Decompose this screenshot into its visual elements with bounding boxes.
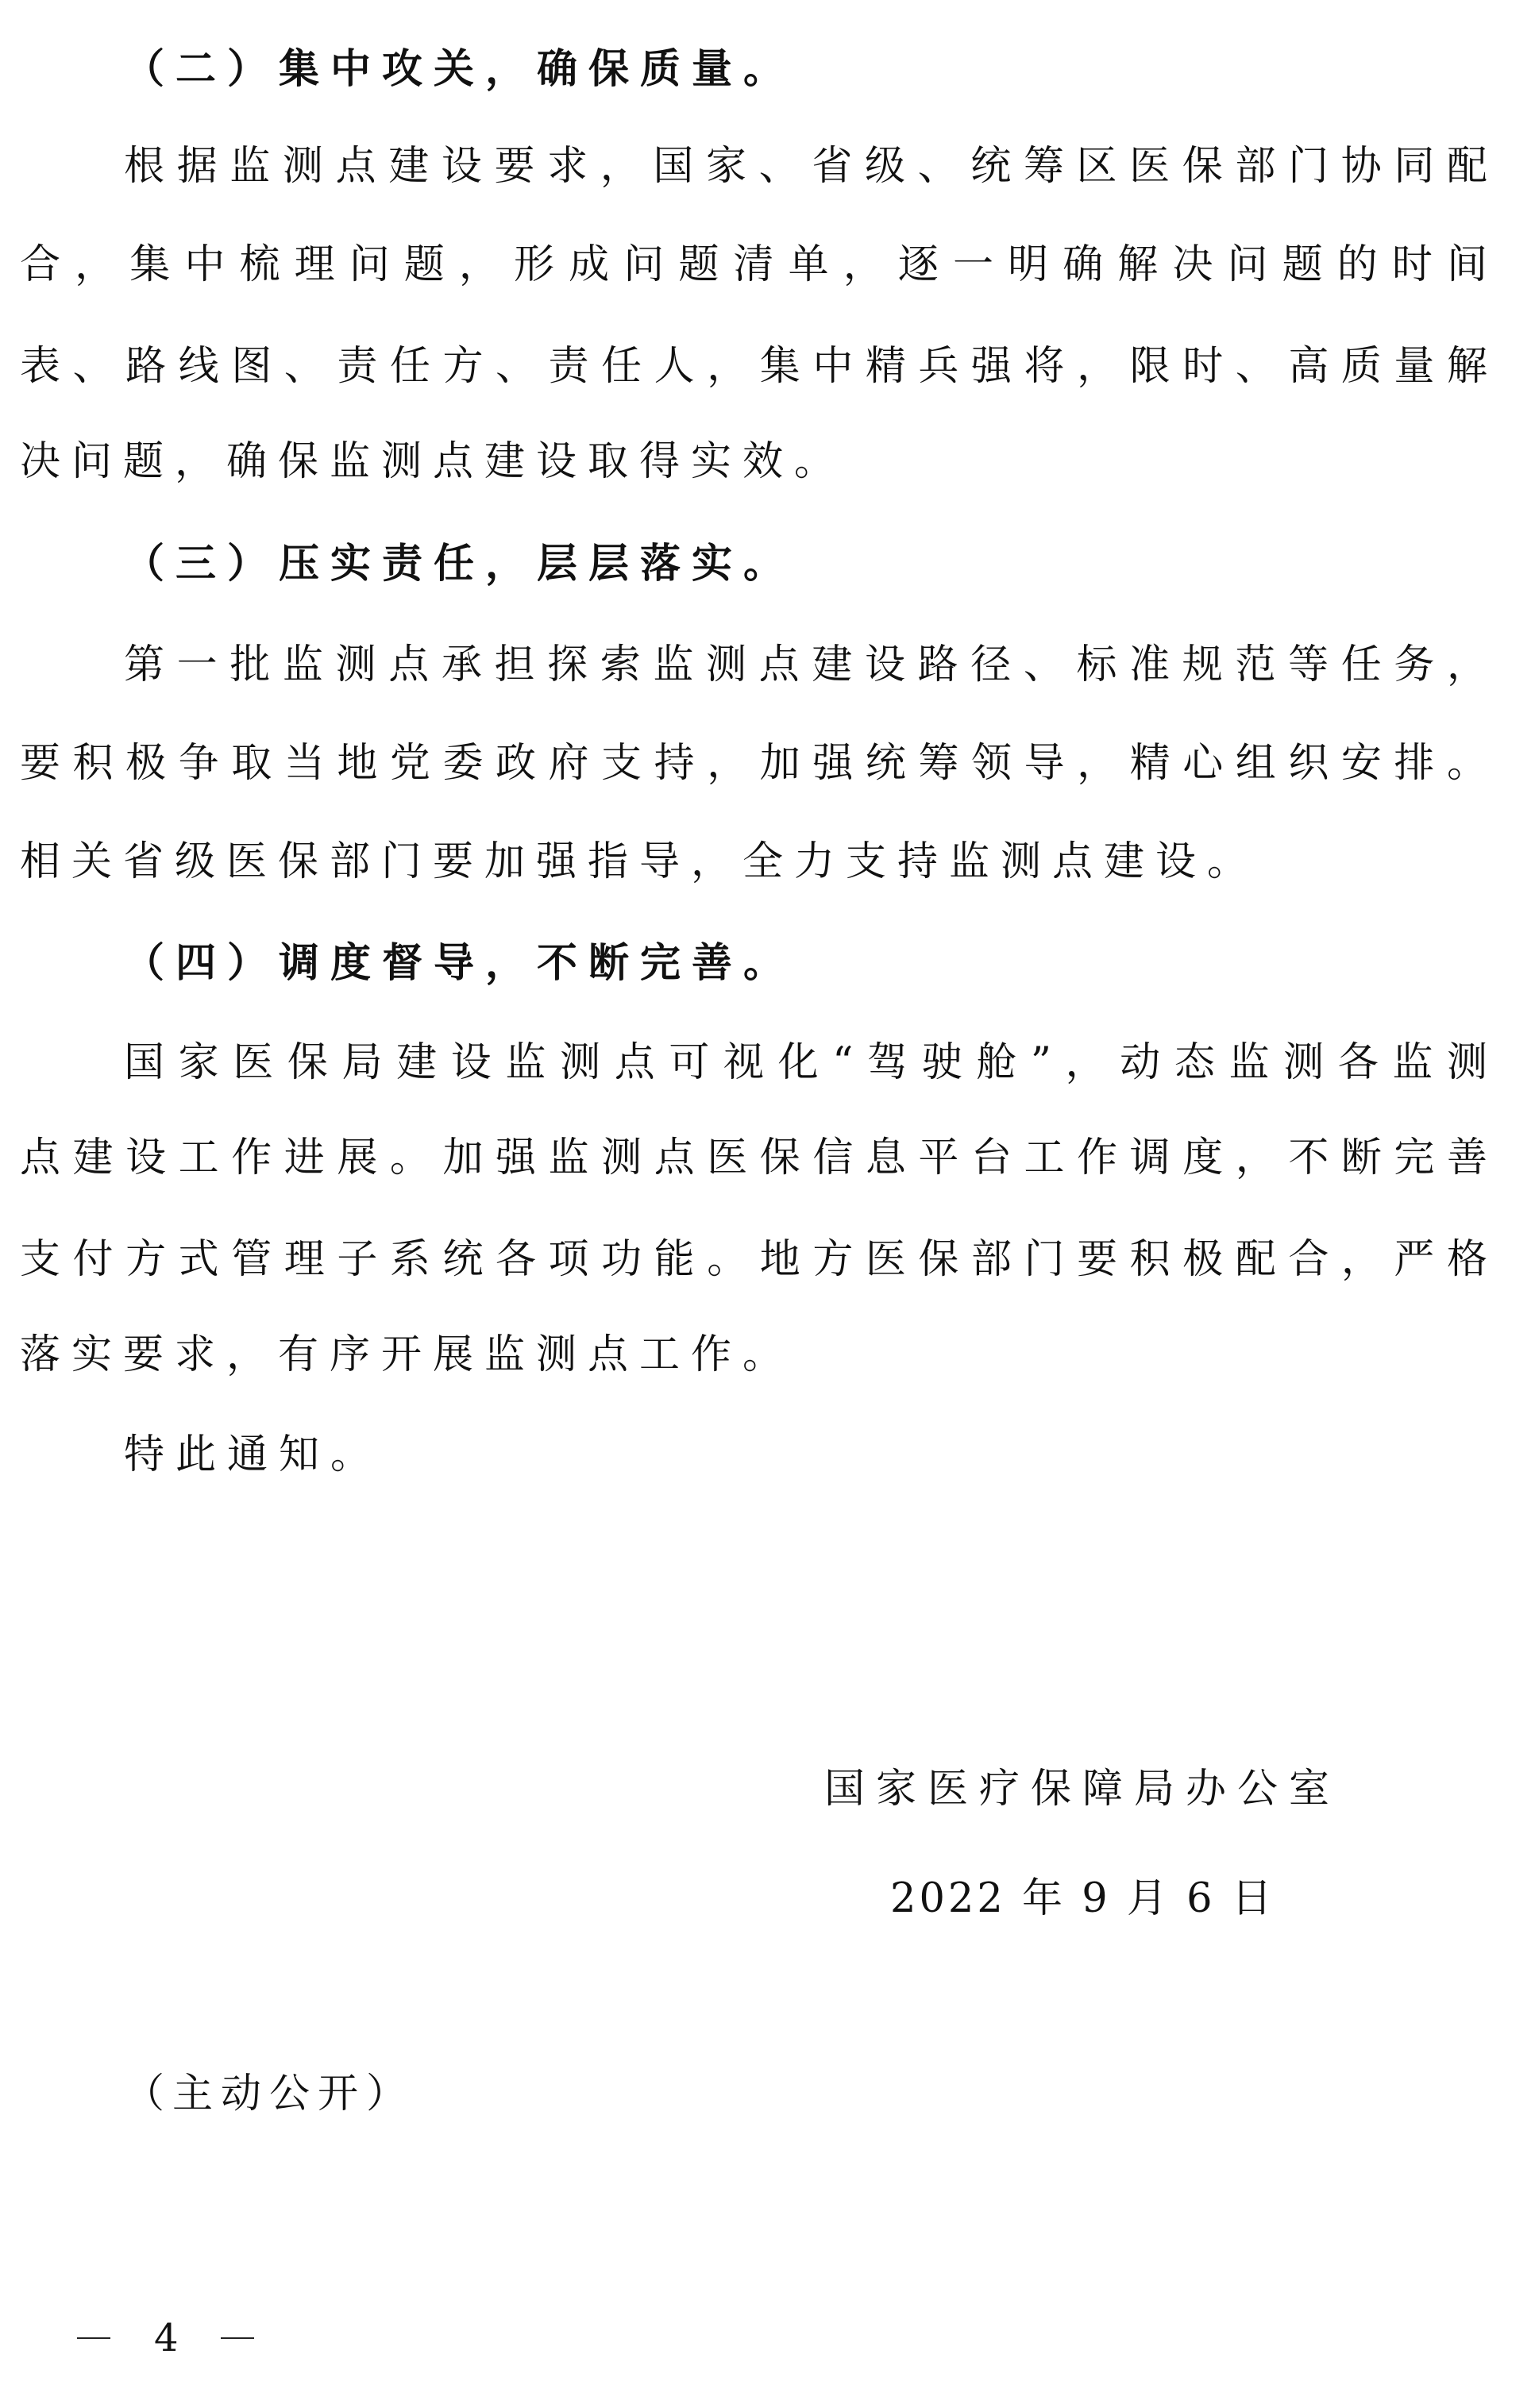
paragraph-line: 落实要求，有序开展监测点工作。 xyxy=(20,1331,795,1378)
paragraph-line: 根据监测点建设要求，国家、省级、统筹区医保部门协同配 xyxy=(124,143,1487,190)
section-heading: （二）集中攻关，确保质量。 xyxy=(124,45,796,93)
paragraph-line: 相关省级医保部门要加强指导，全力支持监测点建设。 xyxy=(20,838,1259,885)
paragraph-line: 支付方式管理子系统各项功能。地方医保部门要积极配合，严格 xyxy=(20,1236,1487,1283)
paragraph-line: 第一批监测点承担探索监测点建设路径、标准规范等任务， xyxy=(124,641,1487,688)
issue-date: 2022 年 9 月 6 日 xyxy=(890,1875,1275,1922)
disclosure-label: （主动公开） xyxy=(124,2071,415,2117)
section-heading: （三）压实责任，层层落实。 xyxy=(124,540,796,588)
paragraph-line: 表、路线图、责任方、责任人，集中精兵强将，限时、高质量解 xyxy=(20,343,1487,390)
paragraph-line: 决问题，确保监测点建设取得实效。 xyxy=(20,438,847,485)
page-number: 4 xyxy=(154,2316,179,2360)
paragraph-line: 要积极争取当地党委政府支持，加强统筹领导，精心组织安排。 xyxy=(20,740,1487,787)
paragraph-line: 合，集中梳理问题，形成问题清单，逐一明确解决问题的时间 xyxy=(20,241,1487,288)
page-dash-left xyxy=(77,2337,110,2339)
section-heading: （四）调度督导，不断完善。 xyxy=(124,939,796,987)
closing-text: 特此通知。 xyxy=(124,1431,383,1478)
page-dash-right xyxy=(221,2337,254,2339)
issuer-signature: 国家医疗保障局办公室 xyxy=(824,1766,1341,1813)
paragraph-line: 国家医保局建设监测点可视化“驾驶舱”，动态监测各监测 xyxy=(124,1039,1487,1086)
paragraph-line: 点建设工作进展。加强监测点医保信息平台工作调度，不断完善 xyxy=(20,1135,1487,1181)
